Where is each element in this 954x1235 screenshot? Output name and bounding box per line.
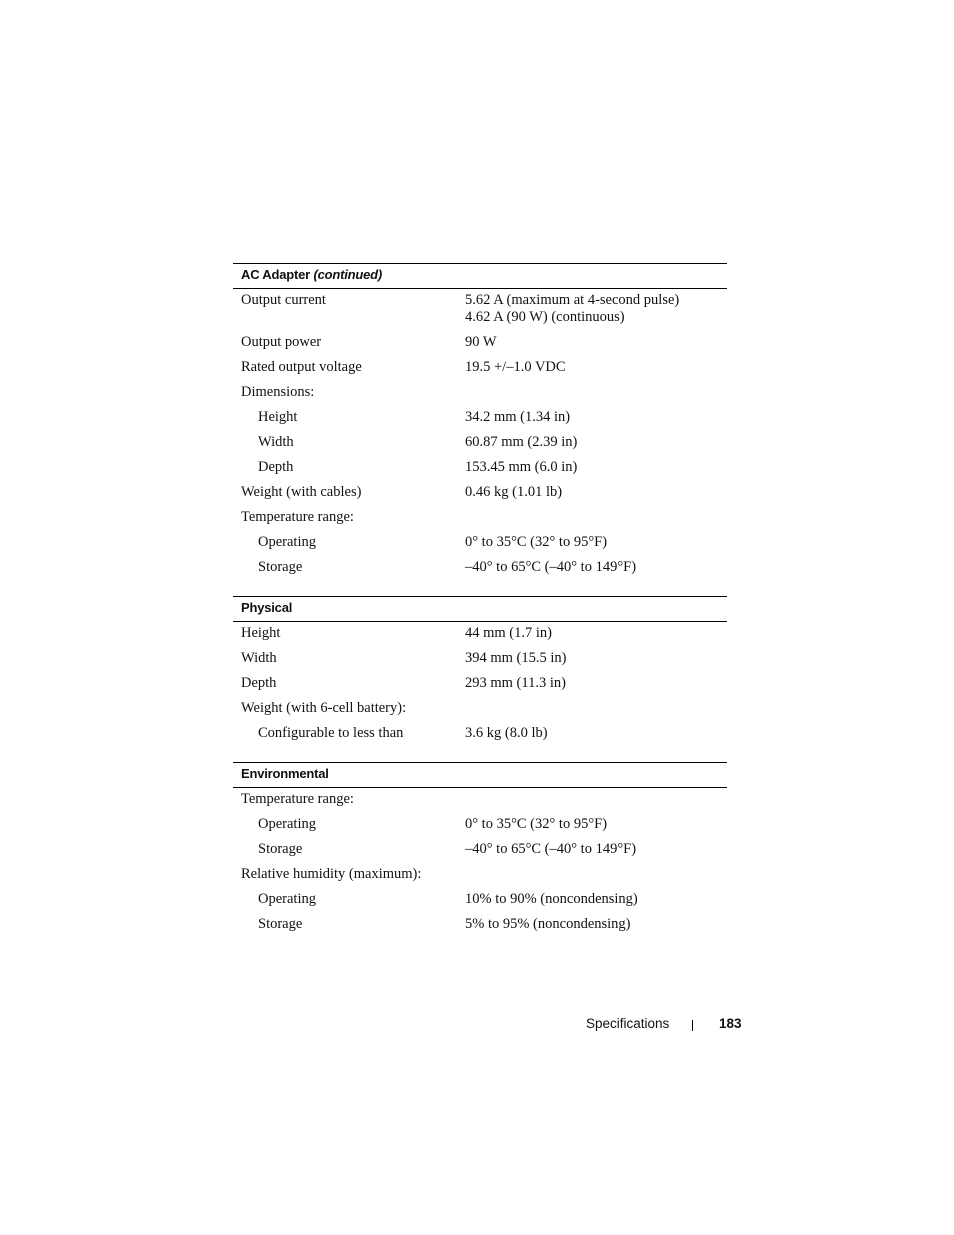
spec-label: Weight (with cables) bbox=[241, 484, 362, 500]
spec-label: Width bbox=[258, 434, 294, 450]
spec-value: –40° to 65°C (–40° to 149°F) bbox=[465, 559, 637, 575]
spec-row-relative-humidity bbox=[233, 863, 727, 888]
spec-value: –40° to 65°C (–40° to 149°F) bbox=[465, 841, 637, 857]
section-physical bbox=[233, 596, 727, 762]
spec-row-height bbox=[233, 622, 727, 647]
spec-value: 3.6 kg (8.0 lb) bbox=[465, 725, 548, 741]
spec-label: Temperature range: bbox=[241, 509, 354, 525]
footer-divider bbox=[692, 1020, 693, 1031]
spec-value: 60.87 mm (2.39 in) bbox=[465, 434, 578, 450]
spec-label: Output current bbox=[241, 292, 326, 308]
section-title-suffix: (continued) bbox=[313, 267, 383, 282]
spec-label: Rated output voltage bbox=[241, 359, 362, 375]
spec-value: 153.45 mm (6.0 in) bbox=[465, 459, 578, 475]
spec-value: 5.62 A (maximum at 4-second pulse) 4.62 A (90 W) (continuous) bbox=[465, 292, 680, 325]
section-environmental bbox=[233, 762, 727, 938]
spec-label: Depth bbox=[258, 459, 294, 475]
spec-row-storage bbox=[233, 556, 727, 581]
section-header bbox=[233, 597, 727, 622]
spec-label: Height bbox=[241, 625, 281, 641]
spec-label: Temperature range: bbox=[241, 791, 354, 807]
footer-section-name: Specifications bbox=[586, 1016, 670, 1031]
spec-row-weight bbox=[233, 697, 727, 722]
spec-row-temperature-range bbox=[233, 788, 727, 813]
spec-value: 0.46 kg (1.01 lb) bbox=[465, 484, 563, 500]
spec-row-width bbox=[233, 647, 727, 672]
spec-row-operating bbox=[233, 813, 727, 838]
spec-row-rated-output-voltage bbox=[233, 356, 727, 381]
spec-label: Storage bbox=[258, 916, 303, 932]
spec-value: 0° to 35°C (32° to 95°F) bbox=[465, 816, 608, 832]
section-title: Environmental bbox=[241, 766, 329, 781]
spec-row-operating bbox=[233, 531, 727, 556]
spec-label: Storage bbox=[258, 559, 303, 575]
spec-row-width bbox=[233, 431, 727, 456]
spec-value: 19.5 +/–1.0 VDC bbox=[465, 359, 566, 375]
spec-value: 90 W bbox=[465, 334, 497, 350]
page-footer bbox=[0, 1015, 954, 1035]
spec-value: 293 mm (11.3 in) bbox=[465, 675, 566, 691]
spec-value: 5% to 95% (noncondensing) bbox=[465, 916, 631, 932]
spec-label: Operating bbox=[258, 534, 316, 550]
spec-row-output-power bbox=[233, 331, 727, 356]
section-header bbox=[233, 264, 727, 289]
spec-row-output-current bbox=[233, 289, 727, 331]
spec-label: Output power bbox=[241, 334, 322, 350]
spec-value: 394 mm (15.5 in) bbox=[465, 650, 567, 666]
spec-row-dimensions bbox=[233, 381, 727, 406]
spec-label: Configurable to less than bbox=[258, 725, 404, 741]
spec-value: 10% to 90% (noncondensing) bbox=[465, 891, 638, 907]
spec-label: Storage bbox=[258, 841, 303, 857]
spec-row-storage bbox=[233, 913, 727, 938]
spec-value: 0° to 35°C (32° to 95°F) bbox=[465, 534, 608, 550]
section-title: Physical bbox=[241, 600, 293, 615]
page-number: 183 bbox=[719, 1016, 742, 1031]
spec-label: Operating bbox=[258, 891, 316, 907]
spec-row-height bbox=[233, 406, 727, 431]
spec-label: Depth bbox=[241, 675, 277, 691]
spec-value: 34.2 mm (1.34 in) bbox=[465, 409, 571, 425]
specifications-table bbox=[233, 263, 727, 938]
section-title: AC Adapter (continued) bbox=[241, 267, 383, 282]
spec-row-operating bbox=[233, 888, 727, 913]
spec-label: Height bbox=[258, 409, 298, 425]
spec-row-temperature-range bbox=[233, 506, 727, 531]
spec-row-configurable bbox=[233, 722, 727, 747]
spec-row-depth bbox=[233, 672, 727, 697]
spec-label: Dimensions: bbox=[241, 384, 315, 400]
section-ac-adapter bbox=[233, 263, 727, 596]
section-header bbox=[233, 763, 727, 788]
spec-label: Relative humidity (maximum): bbox=[241, 866, 422, 882]
spec-label: Operating bbox=[258, 816, 316, 832]
spec-label: Width bbox=[241, 650, 277, 666]
spec-row-storage bbox=[233, 838, 727, 863]
spec-row-weight bbox=[233, 481, 727, 506]
spec-row-depth bbox=[233, 456, 727, 481]
spec-value: 44 mm (1.7 in) bbox=[465, 625, 552, 641]
spec-label: Weight (with 6-cell battery): bbox=[241, 700, 407, 716]
